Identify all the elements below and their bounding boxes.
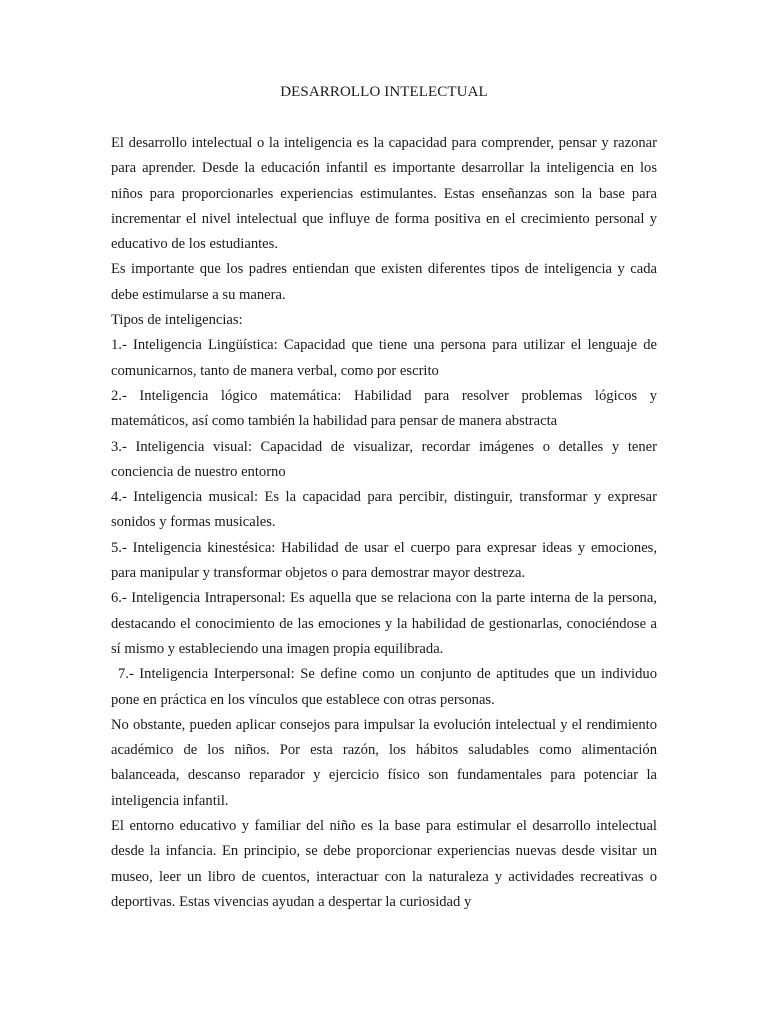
list-item-kinestesica: 5.- Inteligencia kinestésica: Habilidad de usar el cuerpo para expresar ideas y emociones, para manipular y transformar objetos o para demostrar mayor destreza.: [111, 539, 657, 582]
paragraph-types-heading: Tipos de inteligencias:: [111, 312, 243, 329]
list-item-visual: 3.- Inteligencia visual: Capacidad de visualizar, recordar imágenes o detalles y tener conciencia de nuestro entorno: [111, 438, 657, 480]
paragraph-intro: El desarrollo intelectual o la inteligencia es la capacidad para comprender, pensar y razonar para aprender. Desde la educación infantil es importante desarrollar la inteligencia en los niños para proporcionarles experiencias estimulantes. Estas enseñanzas son la base para incrementar el nivel intelectual que influye de forma positiva en el crecimiento personal y educativo de los estudiantes.: [111, 135, 657, 253]
document-body: [111, 131, 657, 915]
list-item-musical: 4.- Inteligencia musical: Es la capacidad para percibir, distinguir, transformar y expresar sonidos y formas musicales.: [111, 489, 657, 531]
list-item-intrapersonal: 6.- Inteligencia Intrapersonal: Es aquella que se relaciona con la parte interna de la persona, destacando el conocimiento de las emociones y la habilidad de gestionarlas, conociéndose a sí mismo y estableciendo una imagen propia equilibrada.: [111, 590, 657, 657]
paragraph-parents: Es importante que los padres entiendan que existen diferentes tipos de inteligencia y cada debe estimularse a su manera.: [111, 261, 657, 303]
list-item-logico-matematica: 2.- Inteligencia lógico matemática: Habilidad para resolver problemas lógicos y matemáticos, así como también la habilidad para pensar de manera abstracta: [111, 387, 657, 430]
paragraph-consejos: No obstante, pueden aplicar consejos para impulsar la evolución intelectual y el rendimiento académico de los niños. Por esta razón, los hábitos saludables como alimentación balanceada, descanso reparador y ejercicio físico son fundamentales para potenciar la inteligencia infantil.: [111, 716, 657, 809]
paragraph-entorno: El entorno educativo y familiar del niño es la base para estimular el desarrollo intelectual desde la infancia. En principio, se debe proporcionar experiencias nuevas desde visitar un museo, leer un libro de cuentos, interactuar con la naturaleza y actividades recreativas o deportivas. Estas vivencias ayudan a despertar la curiosidad y: [111, 818, 657, 910]
list-item-linguistica: 1.- Inteligencia Lingüística: Capacidad que tiene una persona para utilizar el lenguaje de comunicarnos, tanto de manera verbal, como por escrito: [111, 337, 657, 379]
list-item-interpersonal: 7.- Inteligencia Interpersonal: Se define como un conjunto de aptitudes que un individuo pone en práctica en los vínculos que establece con otras personas.: [111, 666, 657, 708]
document-title: DESARROLLO INTELECTUAL: [280, 84, 488, 100]
